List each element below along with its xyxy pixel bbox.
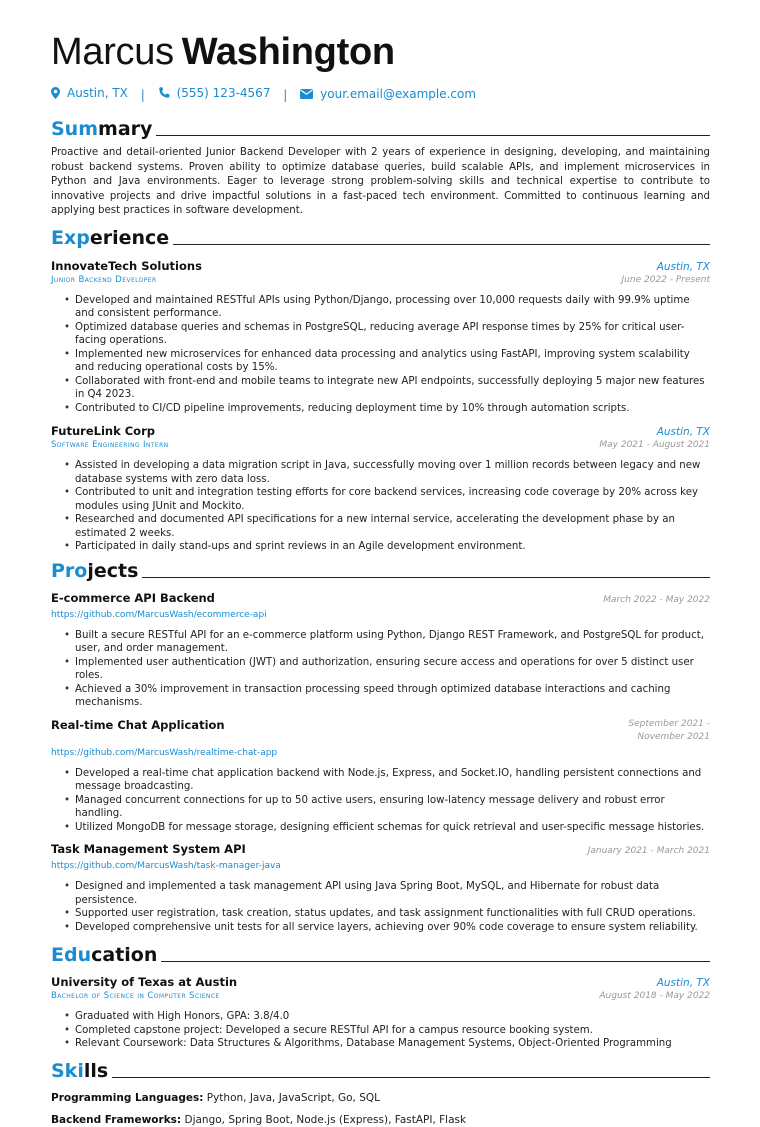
section-title: Summary xyxy=(51,118,153,140)
list-item: • Designed and implemented a task management API using Java Spring Boot, MySQL, and Hibernate for robust data persistence. xyxy=(75,880,710,907)
phone-icon xyxy=(158,87,170,99)
phone-text[interactable]: (555) 123-4567 xyxy=(176,86,271,100)
list-item: • Built a secure RESTful API for an e-commerce platform using Python, Django REST Framework, and PostgreSQL for product, user, and order management. xyxy=(75,629,710,656)
list-item: • Supported user registration, task creation, status updates, and task assignment functionalities with full CRUD operations. xyxy=(75,907,710,921)
list-item: • Developed a real-time chat application backend with Node.js, Express, and Socket.IO, handling persistent connections and message broadcasting. xyxy=(75,767,710,794)
first-name: Marcus xyxy=(51,31,174,73)
company-name: FutureLink Corp xyxy=(51,424,155,438)
contact-email[interactable] xyxy=(300,85,476,103)
section-divider xyxy=(142,577,710,578)
section-experience xyxy=(51,227,710,249)
list-item: • Implemented new microservices for enhanced data processing and analytics using FastAPI, improving system scalability and reducing operational costs by 15%. xyxy=(75,348,710,375)
list-item: • Developed and maintained RESTful APIs using Python/Django, processing over 10,000 requests daily with 99.9% uptime and consistent performance. xyxy=(75,294,710,321)
section-title: Education xyxy=(51,944,158,966)
list-item: • Relevant Coursework: Data Structures & Algorithms, Database Management Systems, Object-Oriented Programming xyxy=(75,1037,710,1051)
bullet-list xyxy=(51,1010,710,1051)
list-item: • Collaborated with front-end and mobile teams to integrate new API endpoints, successfully deploying 5 major new features in Q4 2023. xyxy=(75,375,710,402)
project-dates: September 2021 - November 2021 xyxy=(628,718,710,742)
list-item: • Assisted in developing a data migration script in Java, successfully moving over 1 million records between legacy and new database systems with zero data loss. xyxy=(75,459,710,486)
job-title: Junior Backend Developer xyxy=(51,274,157,285)
bullet-list xyxy=(51,629,710,710)
candidate-name xyxy=(51,28,710,76)
project-name: E-commerce API Backend xyxy=(51,590,215,605)
section-divider xyxy=(156,135,710,136)
bullet-list xyxy=(51,880,710,934)
section-title: Experience xyxy=(51,226,170,249)
list-item: • Managed concurrent connections for up to 50 active users, ensuring low-latency message delivery and robust error handling. xyxy=(75,794,710,821)
contact-separator: | xyxy=(140,88,145,102)
section-divider xyxy=(161,961,710,962)
section-title: Projects xyxy=(51,559,139,582)
project-link[interactable]: https://github.com/MarcusWash/realtime-chat-app xyxy=(51,747,278,758)
list-item: • Contributed to CI/CD pipeline improvements, reducing deployment time by 10% through automation scripts. xyxy=(75,402,710,416)
project-dates: March 2022 - May 2022 xyxy=(603,594,710,605)
skill-value: Python, Java, JavaScript, Go, SQL xyxy=(206,1091,381,1104)
project-name: Task Management System API xyxy=(51,842,246,856)
job-dates: May 2021 - August 2021 xyxy=(599,440,710,450)
section-summary xyxy=(51,118,710,140)
project-dates: January 2021 - March 2021 xyxy=(587,846,710,856)
section-education xyxy=(51,944,710,966)
section-divider xyxy=(112,1077,710,1078)
job-location: Austin, TX xyxy=(656,426,710,438)
job-title: Software Engineering Intern xyxy=(51,440,169,450)
contact-location xyxy=(51,84,128,102)
bullet-list xyxy=(51,767,710,835)
project-link[interactable]: https://github.com/MarcusWash/task-manager-java xyxy=(51,861,281,871)
experience-entry xyxy=(51,259,710,416)
list-item: • Participated in daily stand-ups and sprint reviews in an Agile development environment. xyxy=(75,540,710,554)
job-dates: June 2022 - Present xyxy=(621,274,710,285)
list-item: • Researched and documented API specifications for a new internal service, accelerating the development phase by an estimated 2 weeks. xyxy=(75,513,710,540)
bullet-list xyxy=(51,294,710,416)
education-entry xyxy=(51,975,710,1051)
list-item: • Developed comprehensive unit tests for all service layers, achieving over 90% code coverage to ensure system reliability. xyxy=(75,921,710,935)
section-divider xyxy=(173,244,710,245)
project-entry xyxy=(51,842,710,934)
list-item: • Implemented user authentication (JWT) and authorization, ensuring secure access and operations for over 5 distinct user roles. xyxy=(75,656,710,683)
school-location: Austin, TX xyxy=(656,977,710,989)
experience-entry xyxy=(51,424,710,554)
last-name: Washington xyxy=(181,31,395,73)
list-item: • Optimized database queries and schemas in PostgreSQL, reducing average API response times by 25% for critical user-facing operations. xyxy=(75,321,710,348)
degree: Bachelor of Science in Computer Science xyxy=(51,991,220,1001)
map-marker-icon xyxy=(51,87,60,99)
list-item: • Graduated with High Honors, GPA: 3.8/4.0 xyxy=(75,1010,710,1024)
job-location: Austin, TX xyxy=(656,260,710,273)
skill-value: Django, Spring Boot, Node.js (Express), FastAPI, Flask xyxy=(184,1113,467,1126)
school-name: University of Texas at Austin xyxy=(51,975,238,989)
skill-row xyxy=(51,1091,710,1105)
email-link[interactable]: your.email@example.com xyxy=(320,87,477,101)
contact-separator: | xyxy=(283,88,288,102)
section-skills xyxy=(51,1060,710,1082)
list-item: • Contributed to unit and integration testing efforts for core backend services, increasing code coverage by 20% across key modules using JUnit and Mockito. xyxy=(75,486,710,513)
section-projects xyxy=(51,560,710,582)
resume-page xyxy=(51,0,710,1127)
contact-phone[interactable] xyxy=(158,84,271,102)
project-entry xyxy=(51,718,710,835)
bullet-list xyxy=(51,459,710,554)
skill-label: Backend Frameworks: xyxy=(51,1113,182,1126)
list-item: • Achieved a 30% improvement in transaction processing speed through optimized database interactions and caching mechanisms. xyxy=(75,683,710,710)
skill-label: Programming Languages: xyxy=(51,1091,204,1104)
list-item: • Completed capstone project: Developed a secure RESTful API for a campus resource booking system. xyxy=(75,1024,710,1038)
list-item: • Utilized MongoDB for message storage, designing efficient schemas for quick retrieval and user-specific message histories. xyxy=(75,821,710,835)
location-text: Austin, TX xyxy=(67,86,128,100)
envelope-icon xyxy=(300,89,313,99)
company-name: InnovateTech Solutions xyxy=(51,258,202,273)
project-entry xyxy=(51,591,710,710)
project-name: Real-time Chat Application xyxy=(51,717,225,732)
summary-text: Proactive and detail-oriented Junior Backend Developer with 2 years of experience in designing, developing, and maintaining robust backend systems. Proven ability to optimize database queries, build scalable APIs, and implement microservices in Python and Java environments. Eager to leverage strong problem-solving skills and technical expertise to contribute to innovative projects and drive impactful solutions in a fast-paced tech environment. Committed to continuous learning and applying best practices in software development. xyxy=(51,147,710,216)
section-title: Skills xyxy=(51,1059,109,1082)
skill-row xyxy=(51,1113,710,1127)
education-dates: August 2018 - May 2022 xyxy=(599,991,710,1001)
contact-line xyxy=(51,84,710,102)
project-link[interactable]: https://github.com/MarcusWash/ecommerce-api xyxy=(51,609,267,620)
